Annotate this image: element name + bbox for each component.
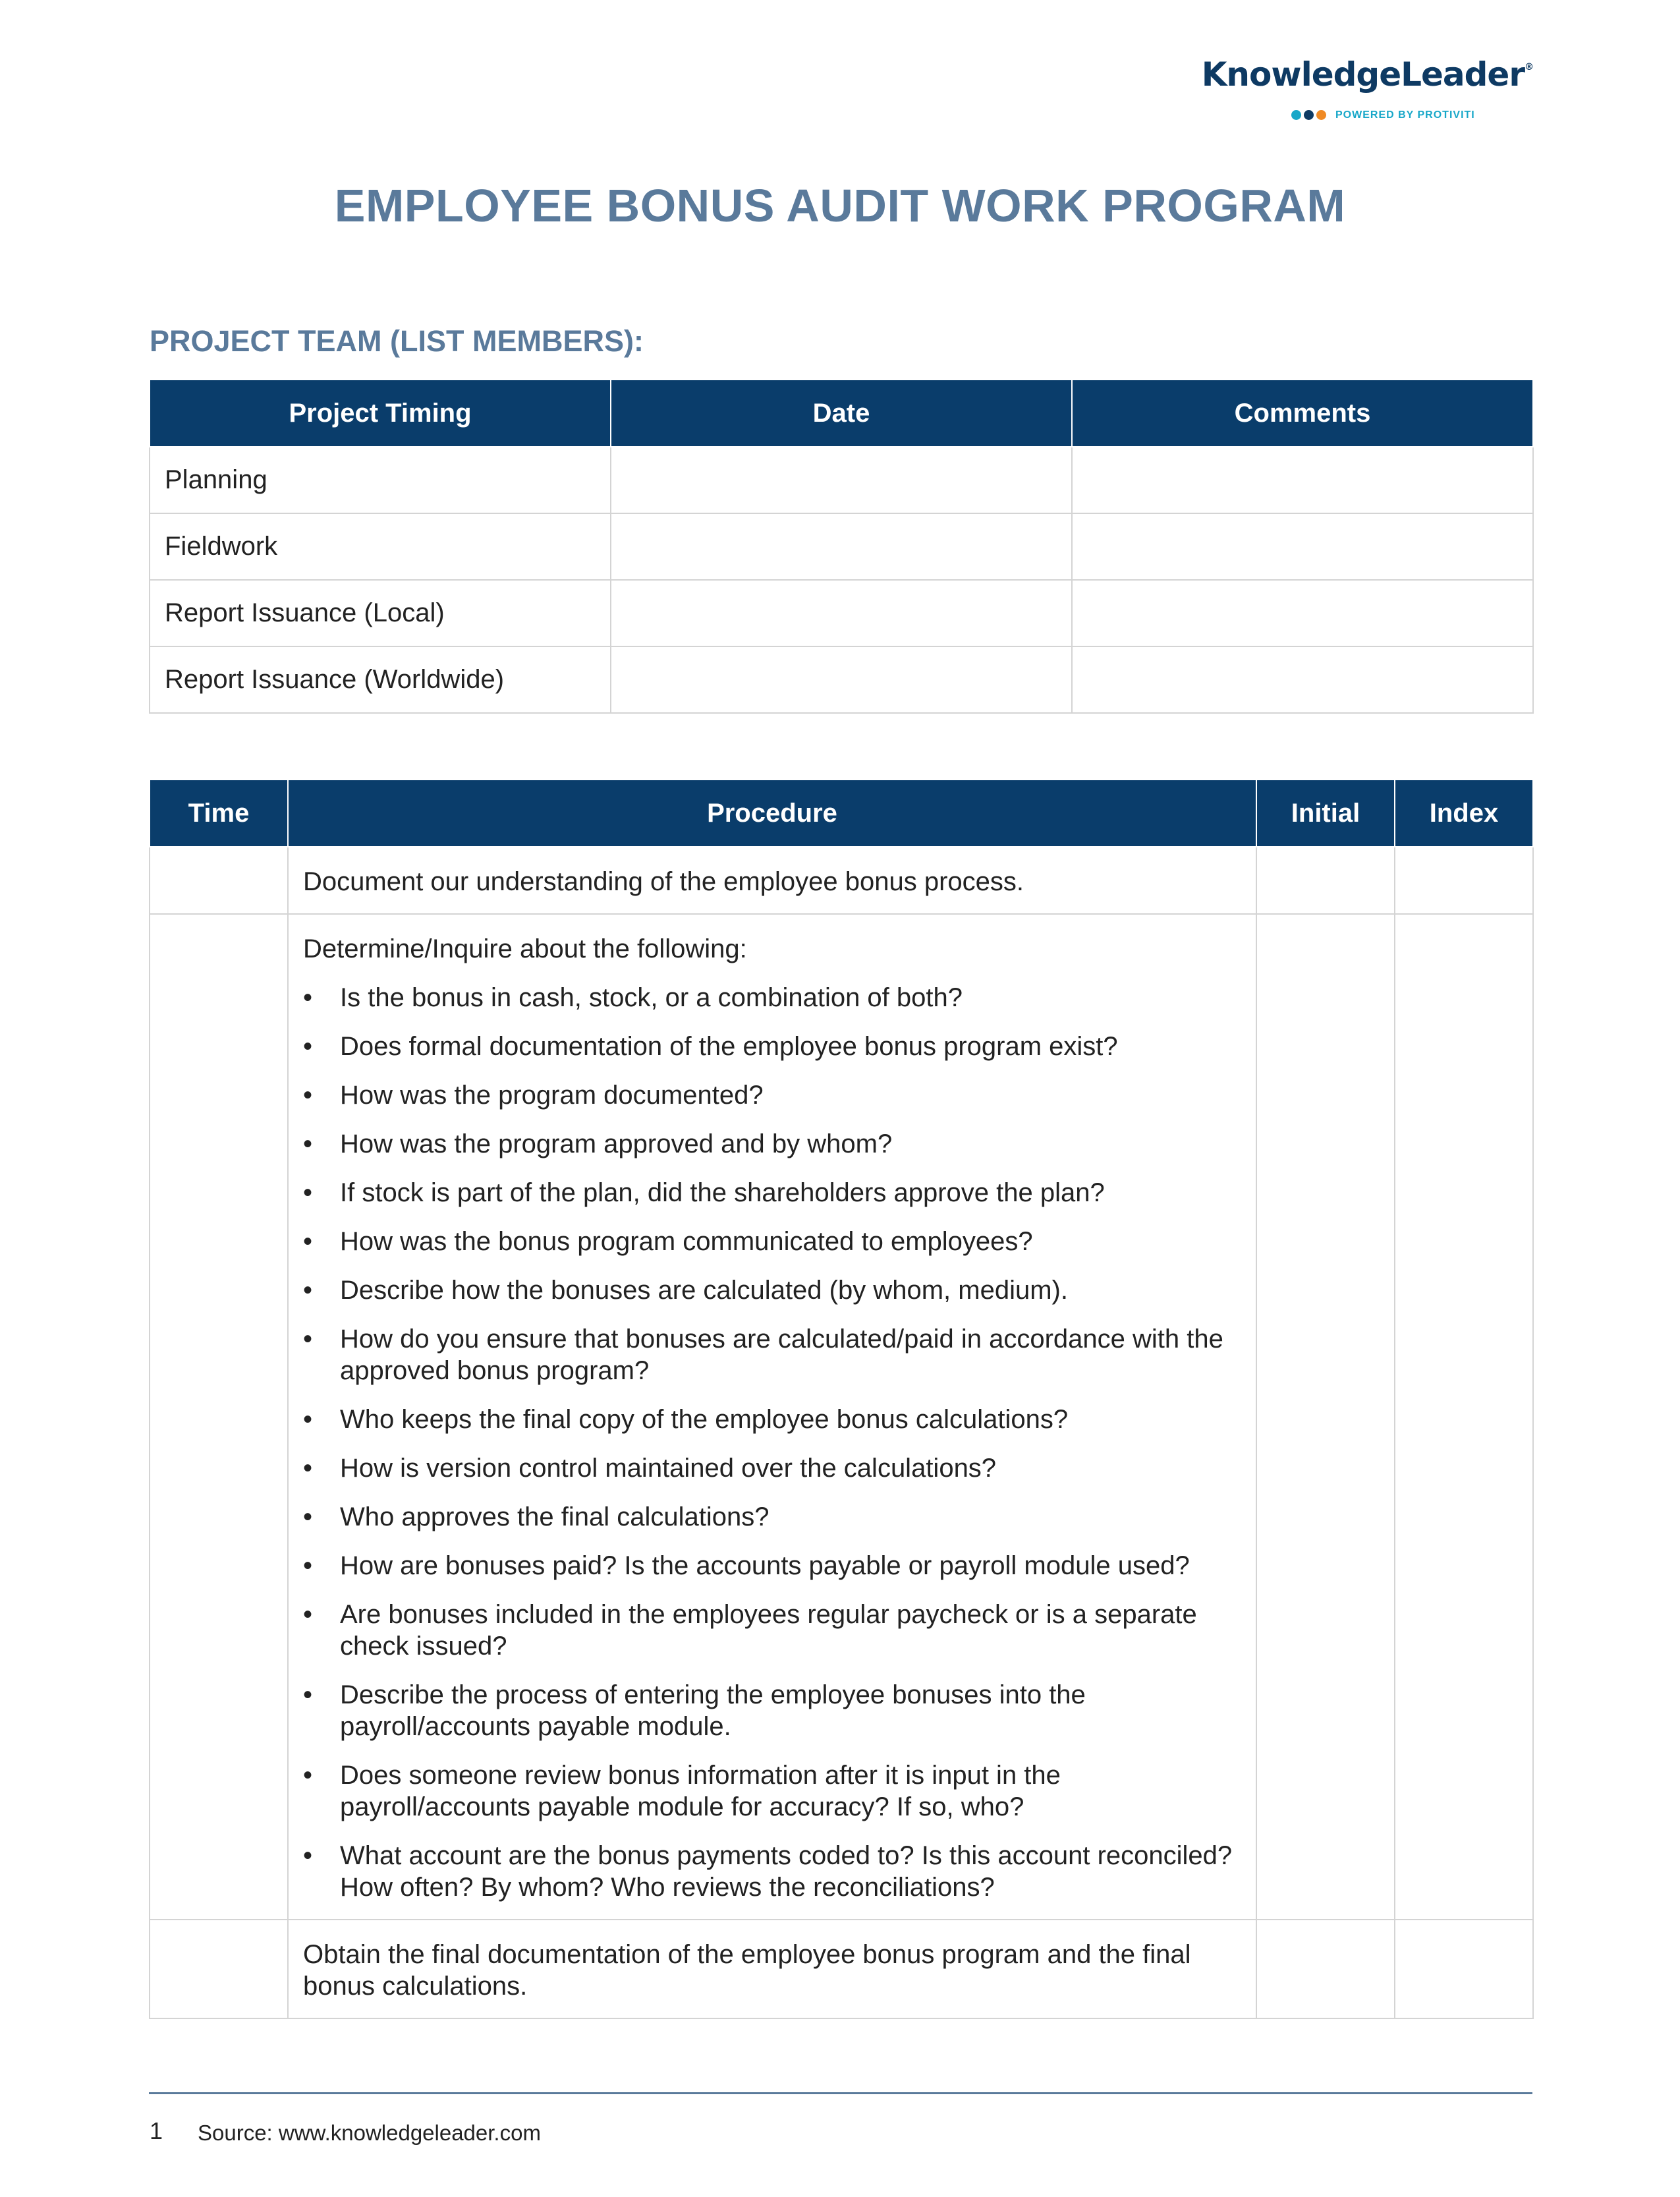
header-index: Index — [1395, 780, 1533, 847]
bullet-item: • What account are the bonus payments coded to? Is this account reconciled? How often? By whom? Who reviews the reconciliations? — [303, 1840, 1243, 1903]
bullet-item: • How was the program approved and by whom? — [303, 1128, 1243, 1160]
bullet-item: • Does formal documentation of the employee bonus program exist? — [303, 1031, 1243, 1062]
logo-trademark: ® — [1525, 62, 1533, 72]
header-project-timing: Project Timing — [150, 380, 611, 447]
procedure-text: Document our understanding of the employee bonus process. — [303, 867, 1024, 896]
timing-row-report-worldwide — [150, 646, 1533, 713]
initial-cell[interactable] — [1256, 847, 1395, 914]
logo-dot-1 — [1291, 110, 1301, 120]
timing-cell: Fieldwork — [150, 513, 611, 580]
header-date: Date — [611, 380, 1072, 447]
bullet-item: • Who approves the final calculations? — [303, 1501, 1243, 1533]
bullet-item: • How are bonuses paid? Is the accounts payable or payroll module used? — [303, 1550, 1243, 1582]
procedure-cell — [288, 1920, 1256, 2018]
bullet-item: • Are bonuses included in the employees regular paycheck or is a separate check issued? — [303, 1599, 1243, 1662]
header-comments: Comments — [1072, 380, 1533, 447]
comments-cell[interactable] — [1072, 580, 1533, 646]
header-initial: Initial — [1256, 780, 1395, 847]
date-cell[interactable] — [611, 447, 1072, 513]
time-cell[interactable] — [150, 914, 288, 1920]
procedure-header-row — [150, 780, 1533, 847]
logo-tagline: POWERED BY PROTIVITI — [1335, 109, 1475, 121]
page-number: 1 — [150, 2117, 163, 2144]
comments-cell[interactable] — [1072, 646, 1533, 713]
bullet-item: • Is the bonus in cash, stock, or a combination of both? — [303, 982, 1243, 1013]
date-cell[interactable] — [611, 646, 1072, 713]
timing-row-fieldwork — [150, 513, 1533, 580]
timing-header-row — [150, 380, 1533, 447]
logo-wordmark-text: KnowledgeLeader — [1201, 55, 1525, 94]
procedure-cell — [288, 847, 1256, 914]
procedure-row — [150, 847, 1533, 914]
comments-cell[interactable] — [1072, 513, 1533, 580]
date-cell[interactable] — [611, 580, 1072, 646]
source-text: Source: www.knowledgeleader.com — [198, 2121, 541, 2145]
timing-row-report-local — [150, 580, 1533, 646]
time-cell[interactable] — [150, 847, 288, 914]
procedure-row — [150, 914, 1533, 1920]
index-cell[interactable] — [1395, 847, 1533, 914]
timing-cell: Report Issuance (Local) — [150, 580, 611, 646]
project-team-label: PROJECT TEAM (LIST MEMBERS): — [150, 324, 644, 358]
procedure-row — [150, 1920, 1533, 2018]
bullet-item: • Describe how the bonuses are calculated (by whom, medium). — [303, 1274, 1243, 1306]
initial-cell[interactable] — [1256, 914, 1395, 1920]
header-procedure: Procedure — [288, 780, 1256, 847]
time-cell[interactable] — [150, 1920, 288, 2018]
logo-dots-icon — [1291, 110, 1329, 123]
logo-dot-3 — [1316, 110, 1326, 120]
procedure-text: Obtain the final documentation of the employee bonus program and the final bonus calculations. — [303, 1940, 1191, 2001]
bullet-item: • How do you ensure that bonuses are calculated/paid in accordance with the approved bonus program? — [303, 1323, 1243, 1386]
knowledgeleader-logo — [1201, 55, 1533, 128]
bullet-item: • How was the bonus program communicated to employees? — [303, 1226, 1243, 1257]
project-timing-table — [149, 379, 1534, 714]
bullet-item: • Does someone review bonus information after it is input in the payroll/accounts payable module for accuracy? If so, who? — [303, 1759, 1243, 1823]
inquiry-bullet-list — [303, 982, 1243, 1903]
index-cell[interactable] — [1395, 1920, 1533, 2018]
bullet-item: • Describe the process of entering the employee bonuses into the payroll/accounts payable module. — [303, 1679, 1243, 1742]
logo-dot-2 — [1304, 110, 1314, 120]
procedure-cell — [288, 914, 1256, 1920]
initial-cell[interactable] — [1256, 1920, 1395, 2018]
logo-wordmark — [1202, 55, 1533, 94]
bullet-item: • How is version control maintained over the calculations? — [303, 1452, 1243, 1484]
index-cell[interactable] — [1395, 914, 1533, 1920]
timing-cell: Report Issuance (Worldwide) — [150, 646, 611, 713]
procedure-text: Determine/Inquire about the following: — [303, 934, 747, 963]
bullet-item: • How was the program documented? — [303, 1079, 1243, 1111]
header-time: Time — [150, 780, 288, 847]
footer-divider — [149, 2092, 1532, 2094]
procedure-table — [149, 779, 1534, 2019]
timing-row-planning — [150, 447, 1533, 513]
timing-cell: Planning — [150, 447, 611, 513]
bullet-item: • If stock is part of the plan, did the shareholders approve the plan? — [303, 1177, 1243, 1209]
date-cell[interactable] — [611, 513, 1072, 580]
document-title: EMPLOYEE BONUS AUDIT WORK PROGRAM — [334, 180, 1346, 231]
bullet-item: • Who keeps the final copy of the employee bonus calculations? — [303, 1404, 1243, 1435]
comments-cell[interactable] — [1072, 447, 1533, 513]
